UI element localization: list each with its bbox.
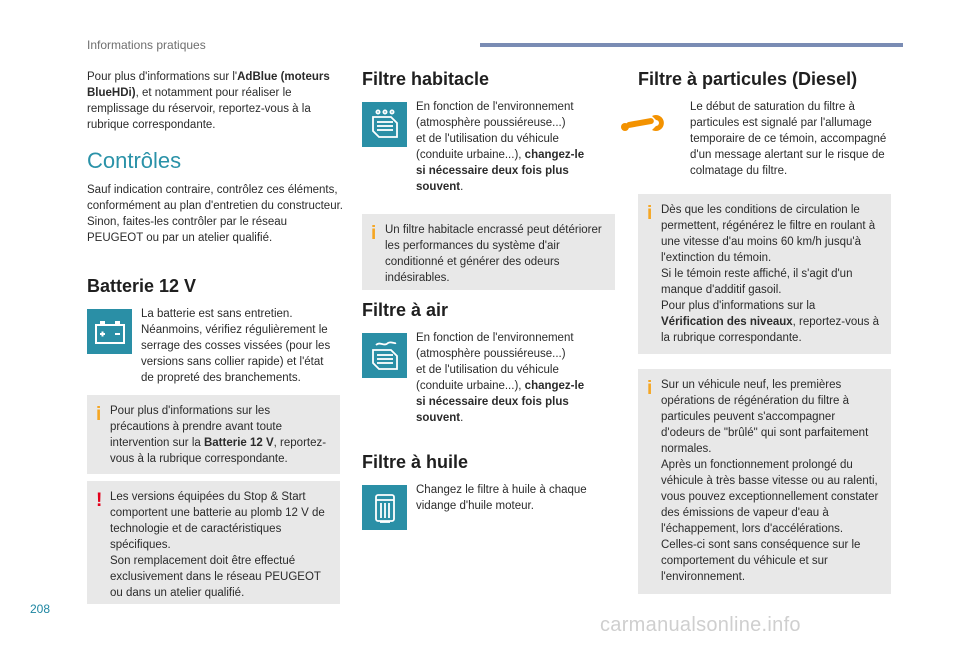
filtre-particules-text: Le début de saturation du filtre à particules est signalé par l'allumage temporaire de ce témoin, accompagné d'un message alertant sur le risque de colmatage du filtre.: [690, 101, 887, 177]
controles-text: Sauf indication contraire, contrôlez ces éléments, conformément au plan d'entretien du constructeur. Sinon, faites-les contrôler par le réseau PEUGEOT ou par un atelier qualifié.: [87, 184, 343, 244]
header-bar: [480, 43, 903, 47]
filtre-habitacle-title: Filtre habitacle: [362, 69, 490, 89]
info-icon: i: [371, 223, 377, 244]
filtre-habitacle-note: i Un filtre habitacle encrassé peut détériorer les performances du système d'air conditionné et générer des odeurs indésirables.: [362, 214, 615, 290]
page-number: 208: [30, 602, 51, 616]
batterie-title: Batterie 12 V: [87, 276, 197, 296]
info-icon: i: [96, 404, 102, 425]
battery-icon: [87, 309, 132, 354]
wrench-warning-icon: [616, 108, 672, 138]
batterie-info-note: i Pour plus d'informations sur les précautions à prendre avant toute intervention sur la Batterie 12 V, reportez-vous à la rubrique correspondante.: [87, 395, 340, 474]
warning-icon: !: [96, 490, 103, 511]
oil-filter-icon: [362, 485, 407, 530]
air-filter-icon: [362, 333, 407, 378]
batterie-text: La batterie est sans entretien. Néanmoins, vérifiez régulièrement le serrage des cosses vissées (pour les versions sans collier rapide) et l'état de propreté des branchements.: [141, 308, 331, 384]
adblue-intro: Pour plus d'informations sur l'AdBlue (moteurs BlueHDi), et notamment pour réaliser le remplissage du réservoir, reportez-vous à la rubrique correspondante.: [87, 71, 330, 131]
watermark: carmanualsonline.info: [600, 614, 801, 636]
filtre-huile-text: Changez le filtre à huile à chaque vidange d'huile moteur.: [416, 484, 587, 512]
filtre-habitacle-text: En fonction de l'environnement (atmosphère poussiéreuse...) et de l'utilisation du véhicule (conduite urbaine...), changez-le si nécessaire deux fois plus souvent.: [416, 101, 585, 193]
filtre-particules-note-1: i Dès que les conditions de circulation le permettent, régénérez le filtre en roulant à une vitesse d'au moins 60 km/h jusqu'à l'extinction du témoin. Si le témoin reste affiché, il s'agit d'un manque d'additif gasoil. Pour plus d'informations sur la Vérification des niveaux, reportez-vous à la rubrique correspondante.: [638, 194, 891, 354]
filtre-particules-note-2: i Sur un véhicule neuf, les premières opérations de régénération du filtre à particules peuvent s'accompagner d'odeurs de "brûlé" qui sont parfaitement normales. Après un fonctionnement prolongé du véhicule à très basse vitesse ou au ralenti, vous pouvez exceptionnellement constater des émissions de vapeur d'eau à l'échappement, lors d'accélérations. Celles-ci sont sans conséquence sur le comportement du véhicule et sur l'environnement.: [638, 369, 891, 594]
batterie-warning-note: ! Les versions équipées du Stop & Start comportent une batterie au plomb 12 V de technologie et de caractéristiques spécifiques. Son remplacement doit être effectué exclusivement dans le réseau PEUGEOT ou dans un atelier qualifié.: [87, 481, 340, 604]
info-icon: i: [647, 203, 653, 224]
controles-title: Contrôles: [87, 148, 182, 173]
filtre-huile-title: Filtre à huile: [362, 452, 469, 472]
filtre-particules-title: Filtre à particules (Diesel): [638, 69, 858, 89]
filtre-air-title: Filtre à air: [362, 300, 449, 320]
info-icon: i: [647, 378, 653, 399]
filtre-air-text: En fonction de l'environnement (atmosphère poussiéreuse...) et de l'utilisation du véhicule (conduite urbaine...), changez-le si nécessaire deux fois plus souvent.: [416, 332, 585, 424]
page-header-title: Informations pratiques: [87, 38, 206, 52]
cabin-filter-icon: [362, 102, 407, 147]
